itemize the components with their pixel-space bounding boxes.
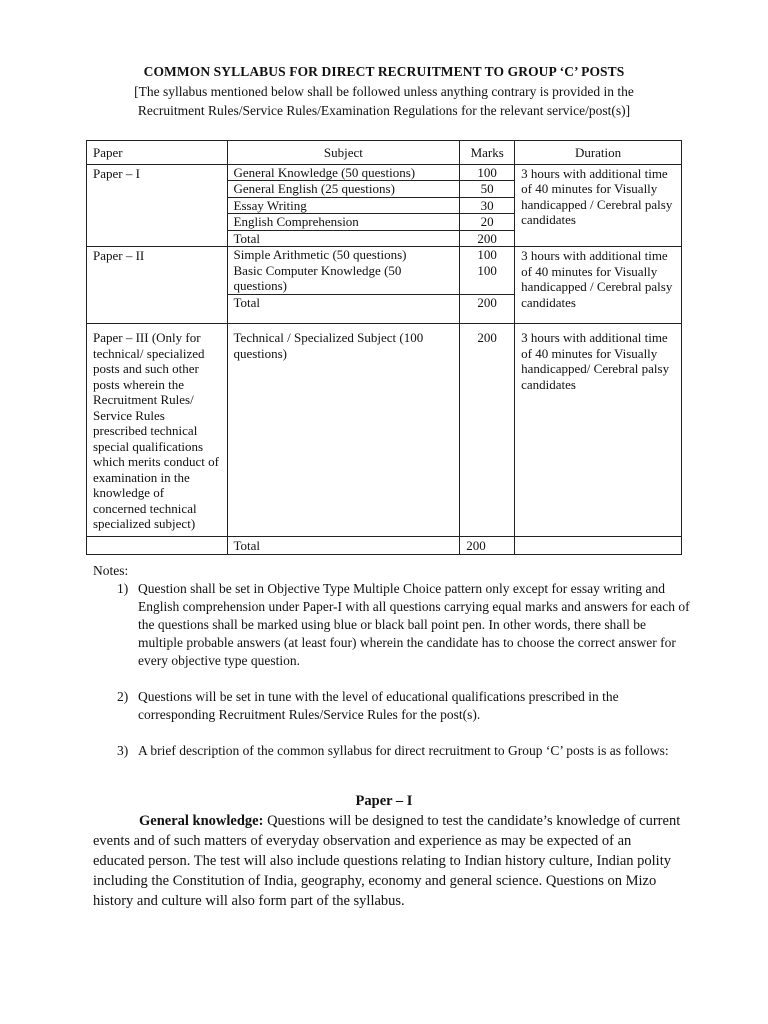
section-body: Questions will be designed to test the candidate’s knowledge of current events and of such matters of everyday observation and experience as may be expected of an educated person. The test will also include questions relating to Indian history culture, Indian polity including the Constitution of India, geography, economy and general science. Questions on Mizo history and culture will also form part of the syllabus. [93, 813, 681, 909]
paper-2-duration: 3 hours with additional time of 40 minutes for Visually handicapped / Cerebral palsy candidates [515, 247, 682, 324]
notes-heading: Notes: [93, 563, 129, 578]
subject-item: General English (25 questions) [228, 181, 460, 198]
section-lead: General knowledge: [139, 813, 264, 829]
note-item [93, 580, 693, 670]
note-text: Question shall be set in Objective Type Multiple Choice pattern only except for essay writing and English comprehension under Paper-I with all questions carrying equal marks and answers for each of the questions shall be marked using blue or black ball point pen. In other words, there shall be multiple probable answers (at least four) wherein the candidate has to choose the correct answer for every objective type question. [138, 581, 690, 668]
table-header-row [87, 141, 682, 165]
marks-item: 20 [460, 214, 514, 231]
note-item [93, 688, 693, 724]
document-title: COMMON SYLLABUS FOR DIRECT RECRUITMENT TO GROUP ‘C’ POSTS [143, 64, 625, 79]
header-duration: Duration [515, 141, 682, 165]
subject-total: Total [233, 230, 261, 246]
table-row [87, 324, 682, 537]
empty-cell [87, 536, 228, 555]
paper-3-subject: Technical / Specialized Subject (100 questions) [227, 324, 460, 537]
marks-item: 100 [460, 263, 514, 295]
note-item [93, 742, 693, 760]
section-paragraph [93, 811, 685, 911]
final-total-label: Total [227, 536, 460, 555]
header-subject: Subject [227, 141, 460, 165]
subject-item: Basic Computer Knowledge (50 questions) [228, 263, 460, 295]
final-total-marks: 200 [460, 536, 515, 555]
table-row [87, 247, 682, 324]
subject-item: General Knowledge (50 questions) [228, 165, 460, 182]
header-marks: Marks [460, 141, 515, 165]
header-paper: Paper [87, 141, 228, 165]
marks-item: 100 [477, 247, 497, 262]
paper-1-subjects [227, 164, 460, 247]
paper-2-name: Paper – II [87, 247, 228, 324]
paper-3-name: Paper – III (Only for technical/ specialized posts and such other posts wherein the Recruitment Rules/ Service Rules prescribed technical special qualifications which merits conduct of examination in the knowledge of concerned technical specialized subject) [87, 324, 228, 537]
syllabus-table [86, 140, 682, 555]
section-heading: Paper – I [355, 793, 413, 809]
subject-item: English Comprehension [228, 214, 460, 231]
note-number: 1) [117, 581, 129, 596]
paper-1-marks [460, 164, 515, 247]
subject-item: Simple Arithmetic (50 questions) [233, 247, 407, 262]
marks-item: 30 [460, 198, 514, 215]
marks-total: 200 [477, 294, 497, 310]
subtitle-line-1: [The syllabus mentioned below shall be followed unless anything contrary is provided in the [134, 84, 634, 99]
marks-item: 100 [460, 165, 514, 182]
note-text: Questions will be set in tune with the level of educational qualifications prescribed in the corresponding Recruitment Rules/Service Rules for the post(s). [138, 689, 619, 722]
paper-1-name: Paper – I [87, 164, 228, 247]
empty-cell [515, 536, 682, 555]
subject-item: Essay Writing [228, 198, 460, 215]
paper-2-marks [460, 247, 515, 324]
note-text: A brief description of the common syllabus for direct recruitment to Group ‘C’ posts is as follows: [138, 743, 669, 758]
note-number: 2) [117, 689, 129, 704]
table-row [87, 536, 682, 555]
paper-3-marks: 200 [460, 324, 515, 537]
subject-total: Total [233, 294, 261, 310]
note-number: 3) [117, 743, 129, 758]
subtitle-line-2: Recruitment Rules/Service Rules/Examination Regulations for the relevant service/post(s)] [137, 103, 631, 118]
paper-2-subjects [227, 247, 460, 324]
paper-1-duration: 3 hours with additional time of 40 minutes for Visually handicapped / Cerebral palsy candidates [515, 164, 682, 247]
marks-item: 50 [460, 181, 514, 198]
table-row [87, 164, 682, 247]
marks-total: 200 [477, 230, 497, 246]
notes-section [93, 562, 693, 778]
paper-3-duration: 3 hours with additional time of 40 minutes for Visually handicapped/ Cerebral palsy candidates [515, 324, 682, 537]
